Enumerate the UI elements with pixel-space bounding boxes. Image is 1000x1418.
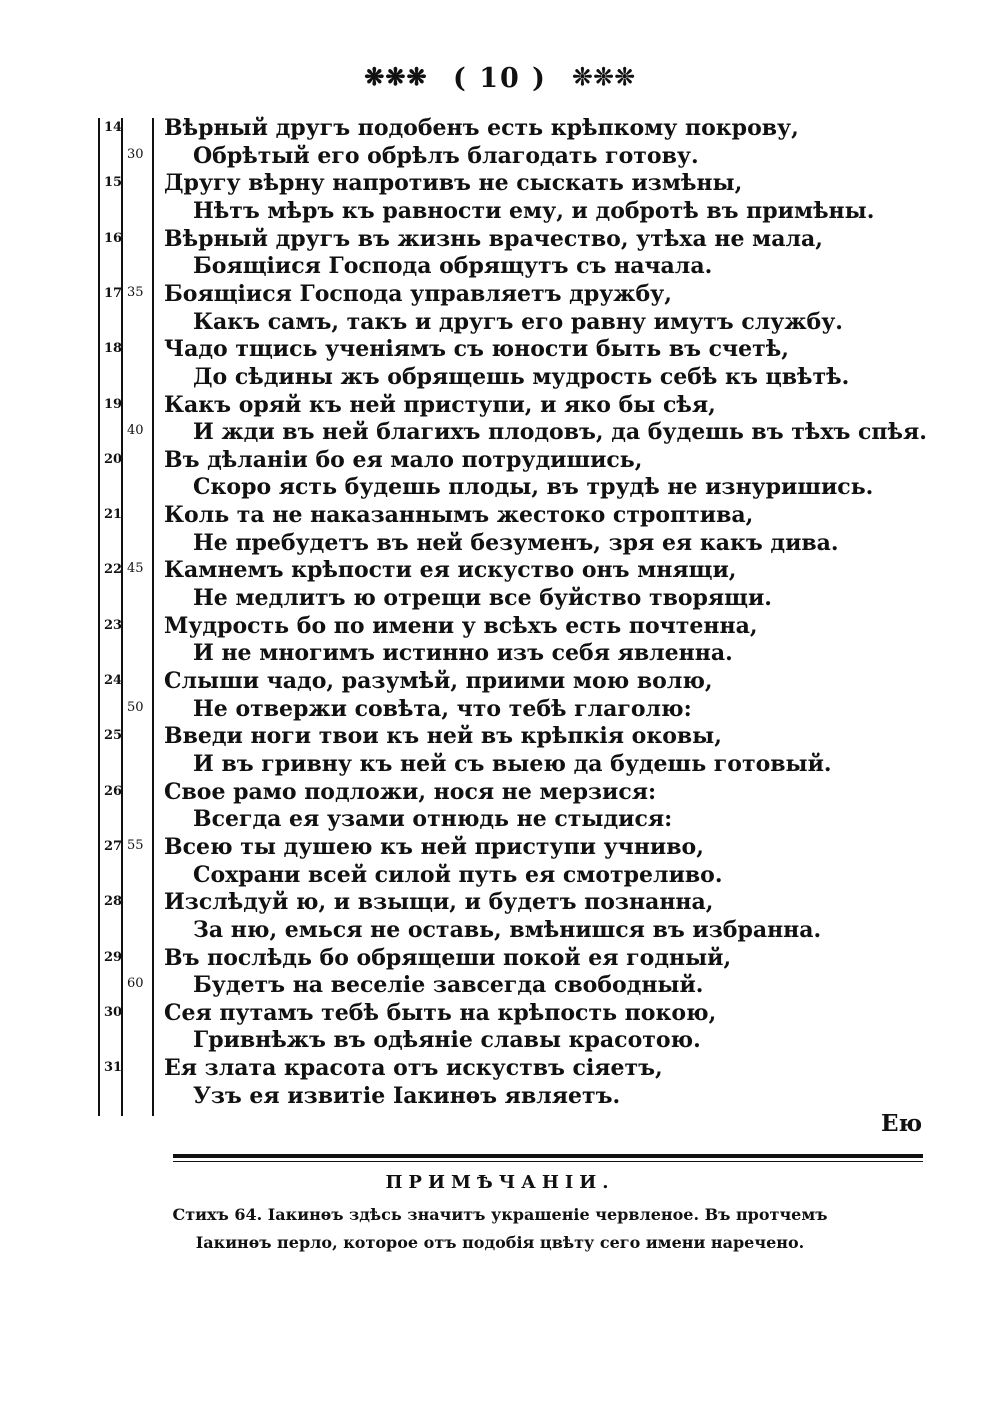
catchword: Ею xyxy=(881,1110,923,1137)
poem-line xyxy=(0,999,1000,1027)
line-text: Сея путамъ тебѣ быть на крѣпость покою, xyxy=(164,999,717,1026)
line-number: 50 xyxy=(127,699,144,715)
line-text: Какъ оряй къ ней приступи, и яко бы сѣя, xyxy=(164,391,716,418)
poem-line xyxy=(0,501,1000,529)
page-header xyxy=(0,62,1000,94)
poem-line xyxy=(0,280,1000,308)
verse-number: 15 xyxy=(104,175,123,191)
line-text: Всею ты душею къ ней приступи учниво, xyxy=(164,833,704,860)
line-text: Не отвержи совѣта, что тебѣ глаголю: xyxy=(193,695,692,722)
line-text: Всегда ея узами отнюдь не стыдися: xyxy=(193,806,673,833)
line-text: Узъ ея извитіе Іакинѳъ являетъ. xyxy=(193,1082,621,1109)
line-number: 55 xyxy=(127,837,144,853)
line-number: 35 xyxy=(127,284,144,300)
line-text: Будетъ на веселіе завсегда свободный. xyxy=(193,972,704,999)
poem-line xyxy=(0,584,1000,612)
verse-number: 22 xyxy=(104,562,123,578)
line-text: Гривнѣжъ въ одѣяніе славы красотою. xyxy=(193,1027,701,1054)
poem-line xyxy=(0,750,1000,778)
line-text: Скоро ясть будешь плоды, въ трудѣ не изнуришись. xyxy=(193,474,874,501)
verse-number: 28 xyxy=(104,894,123,910)
poem-line xyxy=(0,169,1000,197)
line-text: Изслѣдуй ю, и взыщи, и будетъ познанна, xyxy=(164,889,714,916)
line-text: Чадо тщись ученіямъ съ юности быть въ счетѣ, xyxy=(164,336,789,363)
line-text: Коль та не наказаннымъ жестоко строптива, xyxy=(164,502,754,529)
poem-line xyxy=(0,308,1000,336)
poem-line xyxy=(0,833,1000,861)
line-number: 60 xyxy=(127,976,144,992)
divider-rule xyxy=(173,1154,923,1158)
poem-line xyxy=(0,114,1000,142)
line-text: Боящіися Господа обрящутъ съ начала. xyxy=(193,253,713,280)
poem-line xyxy=(0,418,1000,446)
poem-line xyxy=(0,473,1000,501)
line-text: Боящіися Господа управляетъ дружбу, xyxy=(164,280,672,307)
poem-line xyxy=(0,556,1000,584)
poem-line xyxy=(0,391,1000,419)
notes-title: ПРИМѢЧАНІИ. xyxy=(385,1172,615,1193)
line-text: За ню, емься не оставь, вмѣнишся въ избранна. xyxy=(193,916,822,943)
ornament-right-icon: ❊❊❊ xyxy=(572,62,636,91)
verse-number: 26 xyxy=(104,783,123,799)
line-text: Свое рамо подложи, нося не мерзися: xyxy=(164,778,657,805)
verse-number: 17 xyxy=(104,285,123,301)
poem-line xyxy=(0,888,1000,916)
poem-line xyxy=(0,363,1000,391)
verse-number: 27 xyxy=(104,838,123,854)
ornament-left-icon: ❋❋❋ xyxy=(364,62,428,91)
line-text: Вѣрный другъ подобенъ есть крѣпкому покрову, xyxy=(164,115,799,141)
verse-number: 31 xyxy=(104,1060,123,1076)
poem-line xyxy=(0,667,1000,695)
line-text: Нѣтъ мѣръ къ равности ему, и добротѣ въ примѣны. xyxy=(193,197,875,224)
verse-number: 21 xyxy=(104,507,123,523)
line-text: И не многимъ истинно изъ себя явленна. xyxy=(193,640,733,667)
poem-line xyxy=(0,639,1000,667)
poem-line xyxy=(0,916,1000,944)
line-number: 40 xyxy=(127,423,144,439)
poem-line xyxy=(0,1054,1000,1082)
poem-line xyxy=(0,1026,1000,1054)
poem-line xyxy=(0,861,1000,889)
poem-line xyxy=(0,225,1000,253)
poem-line xyxy=(0,142,1000,170)
poem-line xyxy=(0,805,1000,833)
poem-line xyxy=(0,612,1000,640)
line-number: 30 xyxy=(127,146,144,162)
poem-line xyxy=(0,252,1000,280)
line-text: До сѣдины жъ обрящешь мудрость себѣ къ цвѣтѣ. xyxy=(193,363,850,390)
line-text: Обрѣтый его обрѣлъ благодать готову. xyxy=(193,142,699,169)
poem-line xyxy=(0,197,1000,225)
line-text: И жди въ ней благихъ плодовъ, да будешь въ тѣхъ спѣя. xyxy=(193,419,927,446)
verse-number: 25 xyxy=(104,728,123,744)
poem-line xyxy=(0,778,1000,806)
line-text: Не пребудетъ въ ней безуменъ, зря ея какъ дива. xyxy=(193,529,839,556)
line-text: Слыши чадо, разумѣй, приими мою волю, xyxy=(164,668,713,694)
line-text: Вѣрный другъ въ жизнь врачество, утѣха не мала, xyxy=(164,225,823,252)
poem-line xyxy=(0,722,1000,750)
divider-rule-thin xyxy=(173,1161,923,1162)
verse-number: 16 xyxy=(104,230,123,246)
poem-line xyxy=(0,1082,1000,1110)
line-text: Ея злата красота отъ искуствъ сіяетъ, xyxy=(164,1055,663,1082)
verse-number: 30 xyxy=(104,1004,123,1020)
line-text: Другу вѣрну напротивъ не сыскать измѣны, xyxy=(164,170,743,197)
line-text: Сохрани всей силой путь ея смотреливо. xyxy=(193,861,723,888)
line-text: Мудрость бо по имени у всѣхъ есть почтенна, xyxy=(164,612,758,639)
poem-line xyxy=(0,695,1000,723)
verse-number: 18 xyxy=(104,341,123,357)
poem-line xyxy=(0,944,1000,972)
line-text: Въ послѣдь бо обрящеши покой ея годный, xyxy=(164,944,732,971)
line-text: Введи ноги твои къ ней въ крѣпкія оковы, xyxy=(164,723,722,750)
note-line-1: Стихъ 64. Іакинѳъ здѣсь значитъ украшеніе червленое. Въ протчемъ xyxy=(172,1205,828,1224)
poem-line xyxy=(0,529,1000,557)
note-line-2: Іакинѳъ перло, которое отъ подобія цвѣту сего имени наречено. xyxy=(195,1233,805,1252)
line-text: Камнемъ крѣпости ея искуство онъ мнящи, xyxy=(164,557,737,584)
line-text: Не медлитъ ю отрещи все буйство творящи. xyxy=(193,585,772,612)
line-number: 45 xyxy=(127,561,144,577)
verse-number: 14 xyxy=(104,120,123,135)
page-number: ( 10 ) xyxy=(453,63,547,94)
verse-number: 20 xyxy=(104,451,123,467)
verse-number: 23 xyxy=(104,617,123,633)
poem-line xyxy=(0,971,1000,999)
line-text: И въ гривну къ ней съ выею да будешь готовый. xyxy=(193,750,832,777)
verse-number: 19 xyxy=(104,396,123,412)
line-text: Въ дѣланіи бо ея мало потрудишись, xyxy=(164,446,643,473)
poem-line xyxy=(0,335,1000,363)
verse-number: 29 xyxy=(104,949,123,965)
poem-line xyxy=(0,446,1000,474)
verse-number: 24 xyxy=(104,673,123,688)
line-text: Какъ самъ, такъ и другъ его равну имутъ службу. xyxy=(193,308,843,335)
